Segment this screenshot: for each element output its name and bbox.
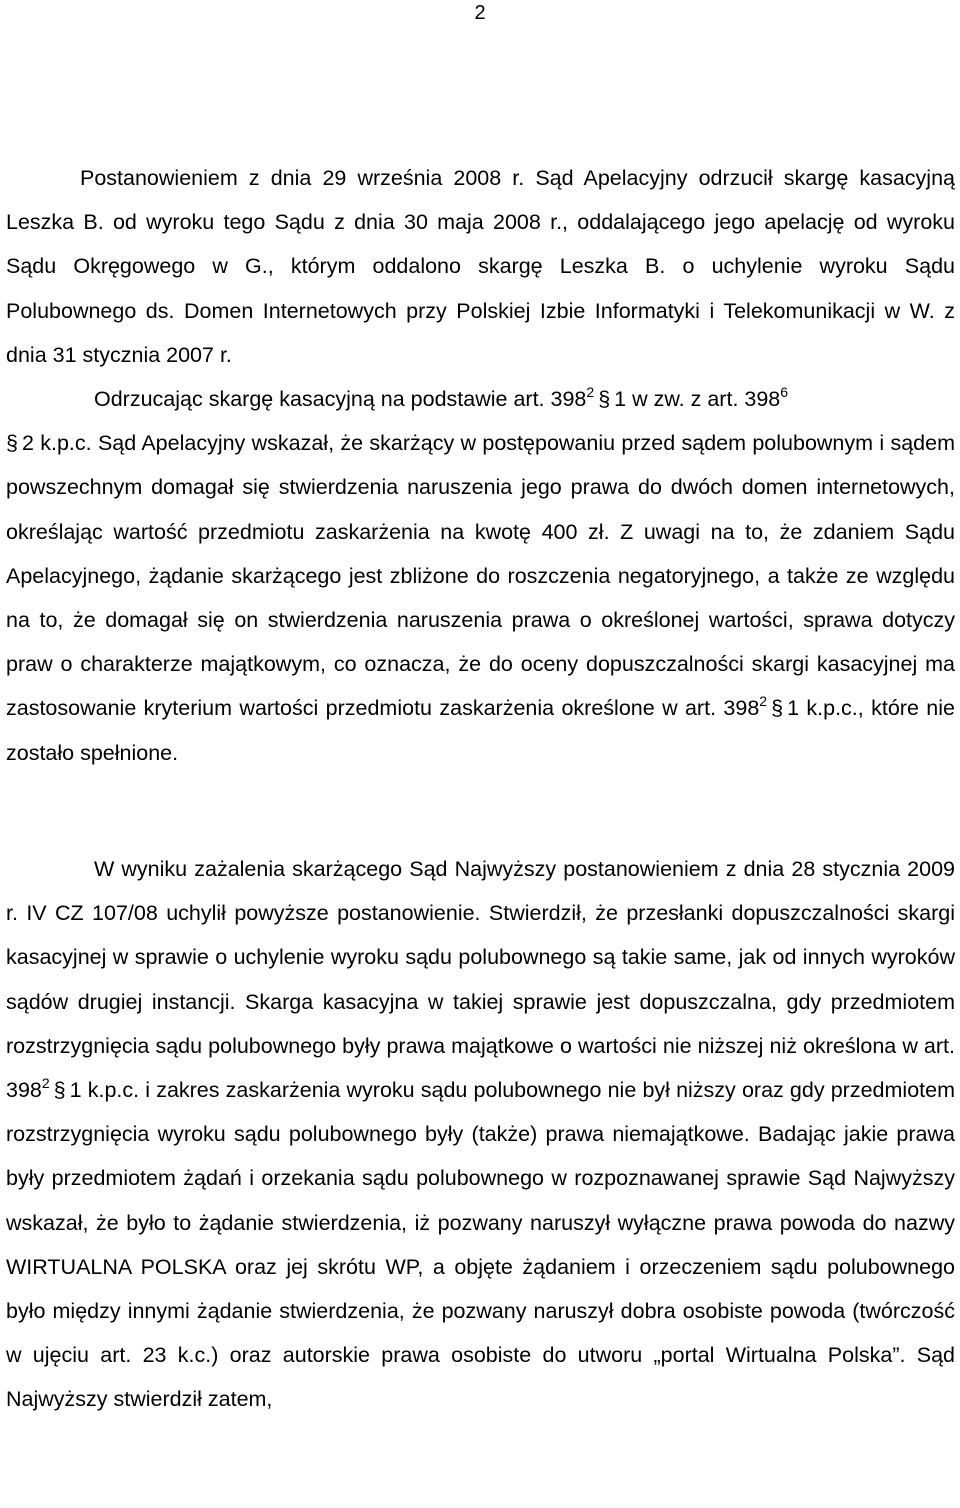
paragraph-2-text-d: 1 k.p.c., które nie zostało spełnione. bbox=[6, 696, 955, 765]
paragraph-3 bbox=[6, 847, 955, 1422]
page-number: 2 bbox=[474, 2, 486, 24]
superscript: 2 bbox=[586, 384, 595, 400]
paragraph-2-text-a: Odrzucając skargę kasacyjną na podstawie art. 398 bbox=[94, 387, 587, 411]
section-sign: § bbox=[598, 387, 611, 411]
superscript: 2 bbox=[41, 1075, 50, 1092]
section-sign: § bbox=[6, 431, 18, 456]
paragraph-2-text-c: 2 k.p.c. Sąd Apelacyjny wskazał, że skarżący w postępowaniu przed sądem polubownym i sądem powszechnym domagał się stwierdzenia naruszenia jego prawa do dwóch domen internetowych, określając wartość przedmiotu zaskarżenia na kwotę 400 zł. Z uwagi na to, że zdaniem Sądu Apelacyjnego, żądanie skarżącego jest zbliżone do roszczenia negatoryjnego, a także ze względu na to, że domagał się on stwierdzenia naruszenia prawa o określonej wartości, sprawa dotyczy praw o charakterze majątkowym, co oznacza, że do oceny dopuszczalności skargi kasacyjnej ma zastosowanie kryterium wartości przedmiotu zaskarżenia określone w art. 398 bbox=[6, 431, 955, 721]
superscript: 2 bbox=[759, 693, 768, 710]
paragraph-1 bbox=[6, 156, 955, 377]
paragraph-2 bbox=[6, 377, 955, 775]
paragraph-3-text-b: 1 k.p.c. i zakres zaskarżenia wyroku sądu polubownego nie był niższy oraz gdy przedmiotem rozstrzygnięcia wyroku sądu polubownego były (także) prawa niemajątkowe. Badając jakie prawa były przedmiotem żądań i orzekania sądu polubownego w rozpoznawanej sprawie Sąd Najwyższy wskazał, że było to żądanie stwierdzenia, iż pozwany naruszył wyłączne prawa powoda do nazwy WIRTUALNA POLSKA oraz jej skrótu WP, a objęte żądaniem i orzeczeniem sądu polubownego było między innymi żądanie stwierdzenia, że pozwany naruszył dobra osobiste powoda (twórczość w ujęciu art. 23 k.c.) oraz autorskie prawa osobiste do utworu „portal Wirtualna Polska”. Sąd Najwyższy stwierdził zatem, bbox=[6, 1078, 955, 1412]
paragraph-1-text: Postanowieniem z dnia 29 września 2008 r. Sąd Apelacyjny odrzucił skargę kasacyjną Leszka B. od wyroku tego Sądu z dnia 30 maja 2008 r., oddalającego jego apelację od wyroku Sądu Okręgowego w G., którym oddalono skargę Leszka B. o uchylenie wyroku Sądu Polubownego ds. Domen Internetowych przy Polskiej Izbie Informatyki i Telekomunikacji w W. z dnia 31 stycznia 2007 r. bbox=[6, 166, 955, 367]
superscript: 6 bbox=[780, 384, 789, 400]
paragraph-3-text-a: W wyniku zażalenia skarżącego Sąd Najwyższy postanowieniem z dnia 28 stycznia 2009 r. IV CZ 107/08 uchylił powyższe postanowienie. Stwierdził, że przesłanki dopuszczalności skargi kasacyjnej w sprawie o uchylenie wyroku sądu polubownego są takie same, jak od innych wyroków sądów drugiej instancji. Skarga kasacyjna w takiej sprawie jest dopuszczalna, gdy przedmiotem rozstrzygnięcia sądu polubownego były prawa majątkowe o wartości nie niższej niż określona w art. 398 bbox=[6, 857, 955, 1103]
section-sign: § bbox=[53, 1078, 66, 1103]
section-sign: § bbox=[771, 696, 784, 721]
paragraph-2-text-b: 1 w zw. z art. 398 bbox=[614, 387, 781, 411]
